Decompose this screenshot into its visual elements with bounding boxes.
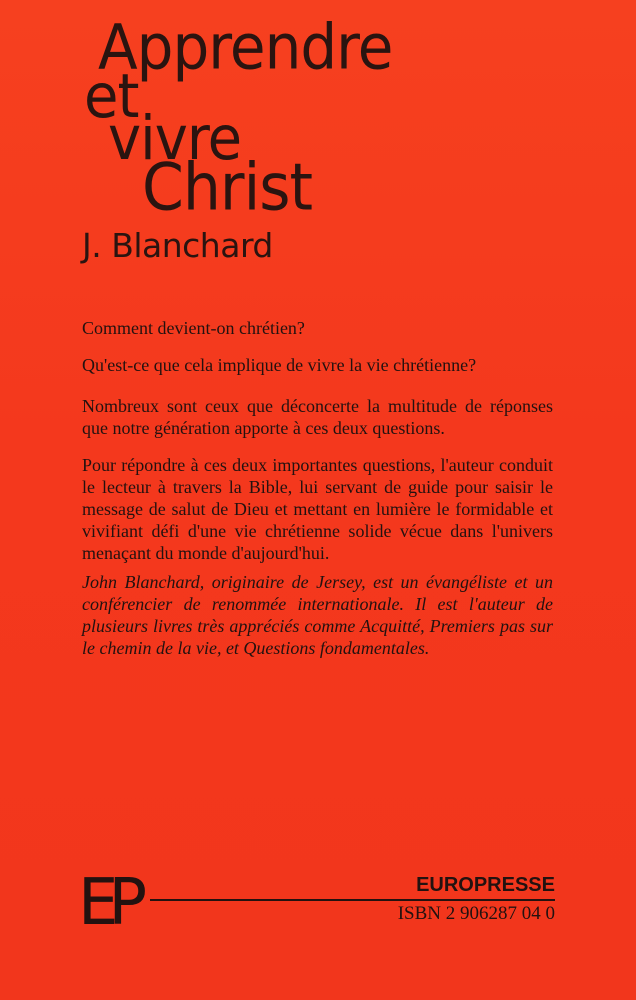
publisher-rule [150, 899, 555, 901]
title-line-christ: Christ [142, 150, 313, 226]
description-paragraph: Pour répondre à ces deux importantes questions, l'auteur conduit le lecteur à travers la Bible, lui servant de guide pour saisir le message de salut de Dieu et mettant en lumière le formidable et vivifiant défi d'une vie chrétienne solide vécue dans l'univers menaçant du monde d'aujourd'hui. [82, 455, 553, 563]
author-bio: John Blanchard, originaire de Jersey, est un évangéliste et un conférencier de renommée internationale. Il est l'auteur de plusieurs livres très appréciés comme Acquitté, Premiers pas sur le chemin de la vie, et Questions fondamentales. [82, 572, 553, 658]
isbn-number: ISBN 2 906287 04 0 [397, 903, 555, 924]
question-two: Qu'est-ce que cela implique de vivre la vie chrétienne? [82, 355, 477, 375]
title-line-apprendre: Apprendre [98, 10, 393, 84]
title-line-vivre: vivre [108, 104, 242, 175]
intro-paragraph: Nombreux sont ceux que déconcerte la multitude de réponses que notre génération apporte à ces deux questions. [82, 396, 553, 438]
logo-lettering: EP [78, 866, 138, 940]
europresse-logo [78, 862, 162, 942]
question-one: Comment devient-on chrétien? [82, 318, 305, 338]
title-line-et: et [84, 62, 139, 133]
publisher-name: EUROPRESSE [416, 874, 555, 896]
author-name: J. Blanchard [82, 226, 273, 265]
